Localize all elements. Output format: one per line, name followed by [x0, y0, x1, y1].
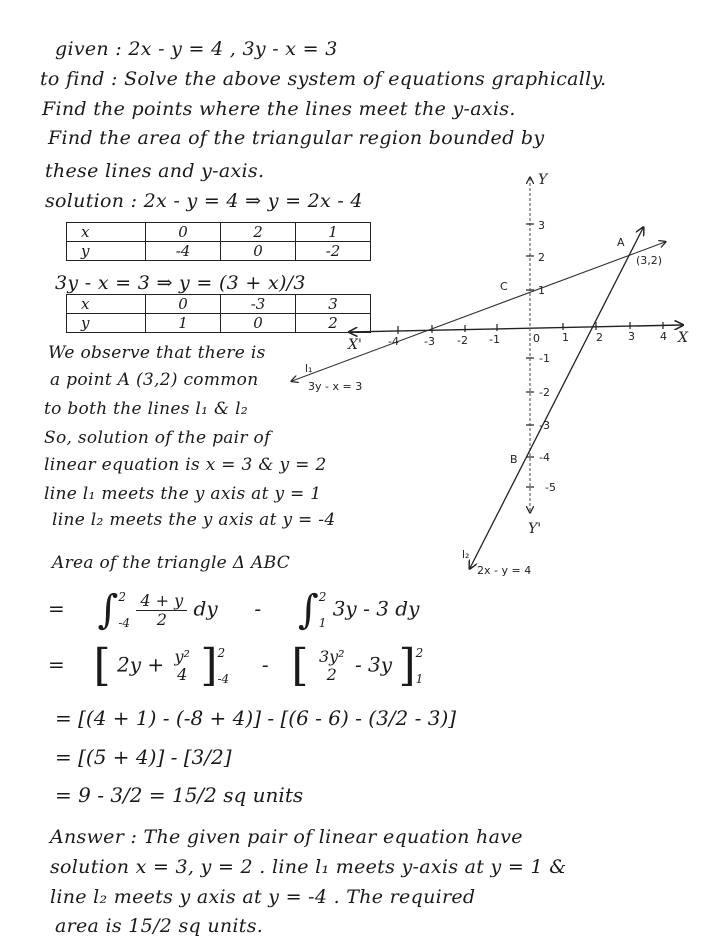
- observation-line-6: line l₁ meets the y axis at y = 1: [44, 484, 322, 504]
- to-find-line-1: to find : Solve the above system of equations graphically.: [40, 68, 607, 90]
- bracket-limits: [416, 640, 424, 692]
- denominator: 4: [177, 665, 188, 684]
- answer-line-2: solution x = 3, y = 2 . line l₁ meets y-axis at y = 1 &: [50, 856, 567, 878]
- integral-limits: [118, 584, 130, 636]
- answer-line-4: area is 15/2 sq units.: [55, 915, 264, 937]
- observation-line-7: line l₂ meets the y axis at y = -4: [52, 510, 336, 530]
- integral-step-1: [48, 584, 419, 636]
- left-bracket: [: [93, 640, 111, 691]
- solution-line-2: 3y - x = 3 ⇒ y = (3 + x)/3: [55, 272, 306, 294]
- point-b-label: B: [510, 453, 518, 466]
- y-tick-label: -2: [539, 386, 550, 399]
- line-l1-equation: 3y - x = 3: [308, 380, 363, 393]
- x-tick-label: -3: [424, 335, 435, 348]
- denominator: 2: [156, 609, 167, 629]
- table-cell: 2: [221, 223, 296, 242]
- calculation-step-4: = [(5 + 4)] - [3/2]: [55, 745, 232, 769]
- integral-sign: ∫: [297, 587, 319, 633]
- observation-line-4: So, solution of the pair of: [44, 428, 271, 448]
- table-cell: x: [67, 223, 146, 242]
- upper-limit: 2: [415, 646, 424, 660]
- fraction: [136, 592, 187, 629]
- y-tick-label: -4: [539, 451, 550, 464]
- x-tick-label: 0: [533, 332, 540, 345]
- point-c-label: C: [500, 280, 508, 293]
- table-cell: 3: [296, 295, 371, 314]
- line-l2: [470, 228, 643, 568]
- x-axis-label: X: [678, 330, 688, 346]
- observation-line-5: linear equation is x = 3 & y = 2: [44, 455, 327, 475]
- line-l2-name: l₂: [462, 548, 470, 561]
- y-tick-label: -3: [539, 419, 550, 432]
- point-a-coords: (3,2): [636, 254, 663, 267]
- bracket-limits: [218, 640, 230, 692]
- x-tick-label: -2: [457, 334, 468, 347]
- integrand: 3y - 3 dy: [332, 596, 420, 621]
- table-cell: -2: [296, 242, 371, 261]
- numerator: y²: [174, 647, 190, 666]
- fraction: [171, 648, 194, 684]
- x-tick-label: 1: [562, 331, 569, 344]
- numerator: 3y²: [318, 647, 345, 666]
- right-bracket: ]: [200, 640, 218, 691]
- calculation-step-5: = 9 - 3/2 = 15/2 sq units: [55, 783, 304, 807]
- table-cell: 0: [221, 242, 296, 261]
- answer-line-3: line l₂ meets y axis at y = -4 . The required: [50, 886, 476, 908]
- integral-sign: ∫: [97, 587, 119, 633]
- left-bracket: [: [291, 640, 309, 691]
- y-axis-label: Y: [538, 172, 548, 188]
- table-cell: 0: [221, 314, 296, 333]
- table-cell: 0: [146, 295, 221, 314]
- calculation-step-3: = [(4 + 1) - (-8 + 4)] - [(6 - 6) - (3/2 - 3)]: [55, 706, 457, 730]
- to-find-line-4: these lines and y-axis.: [45, 160, 265, 182]
- point-a-label: A: [617, 236, 625, 249]
- table-cell: y: [67, 314, 146, 333]
- y-tick-label: 1: [538, 284, 545, 297]
- lower-limit: 1: [318, 616, 327, 630]
- x-tick-label: 3: [628, 330, 635, 343]
- table-cell: -3: [221, 295, 296, 314]
- integral-step-2: [48, 640, 423, 692]
- line-l2-equation: 2x - y = 4: [477, 564, 532, 577]
- minus-sign: -: [254, 596, 262, 621]
- observation-line-3: to both the lines l₁ & l₂: [44, 399, 248, 419]
- right-bracket: ]: [398, 640, 416, 691]
- equals-sign: =: [48, 596, 65, 621]
- table-cell: x: [67, 295, 146, 314]
- x-tick-label: 4: [660, 330, 667, 343]
- table-cell: 2: [296, 314, 371, 333]
- y-tick-label: 3: [538, 219, 545, 232]
- lower-limit: -4: [118, 616, 131, 630]
- table-cell: 1: [146, 314, 221, 333]
- equals-sign: =: [48, 652, 65, 677]
- x-axis-neg-label: X': [348, 337, 362, 353]
- line-l1: [292, 242, 665, 381]
- solution-line-1: solution : 2x - y = 4 ⇒ y = 2x - 4: [45, 190, 363, 212]
- to-find-line-3: Find the area of the triangular region bounded by: [48, 127, 545, 149]
- minus-sign: -: [261, 652, 269, 677]
- to-find-line-2: Find the points where the lines meet the y-axis.: [42, 98, 516, 120]
- term: 2y +: [117, 652, 165, 677]
- lower-limit: -4: [217, 672, 230, 686]
- table-cell: y: [67, 242, 146, 261]
- numerator: 4 + y: [136, 592, 187, 611]
- table-cell: 1: [296, 223, 371, 242]
- line-l1-name: l₁: [305, 362, 313, 375]
- upper-limit: 2: [318, 590, 327, 604]
- x-tick-label: 2: [596, 331, 603, 344]
- y-tick-label: -5: [545, 481, 556, 494]
- term: - 3y: [354, 652, 393, 677]
- x-tick-label: -1: [489, 333, 500, 346]
- denominator: 2: [326, 665, 337, 684]
- x-tick-label: -4: [388, 335, 399, 348]
- observation-line-2: a point A (3,2) common: [50, 370, 259, 390]
- area-heading: Area of the triangle Δ ABC: [52, 553, 291, 573]
- table-cell: -4: [146, 242, 221, 261]
- integral-limits: [319, 584, 327, 636]
- fraction: [315, 648, 349, 684]
- y-tick-label: 2: [538, 251, 545, 264]
- given-line: given : 2x - y = 4 , 3y - x = 3: [55, 38, 338, 60]
- differential: dy: [193, 596, 218, 621]
- y-axis-neg-label: Y': [528, 521, 542, 537]
- upper-limit: 2: [217, 646, 226, 660]
- table-cell: 0: [146, 223, 221, 242]
- lower-limit: 1: [415, 672, 424, 686]
- answer-line-1: Answer : The given pair of linear equation have: [50, 826, 523, 848]
- upper-limit: 2: [118, 590, 126, 604]
- observation-line-1: We observe that there is: [48, 343, 266, 363]
- y-tick-label: -1: [539, 352, 550, 365]
